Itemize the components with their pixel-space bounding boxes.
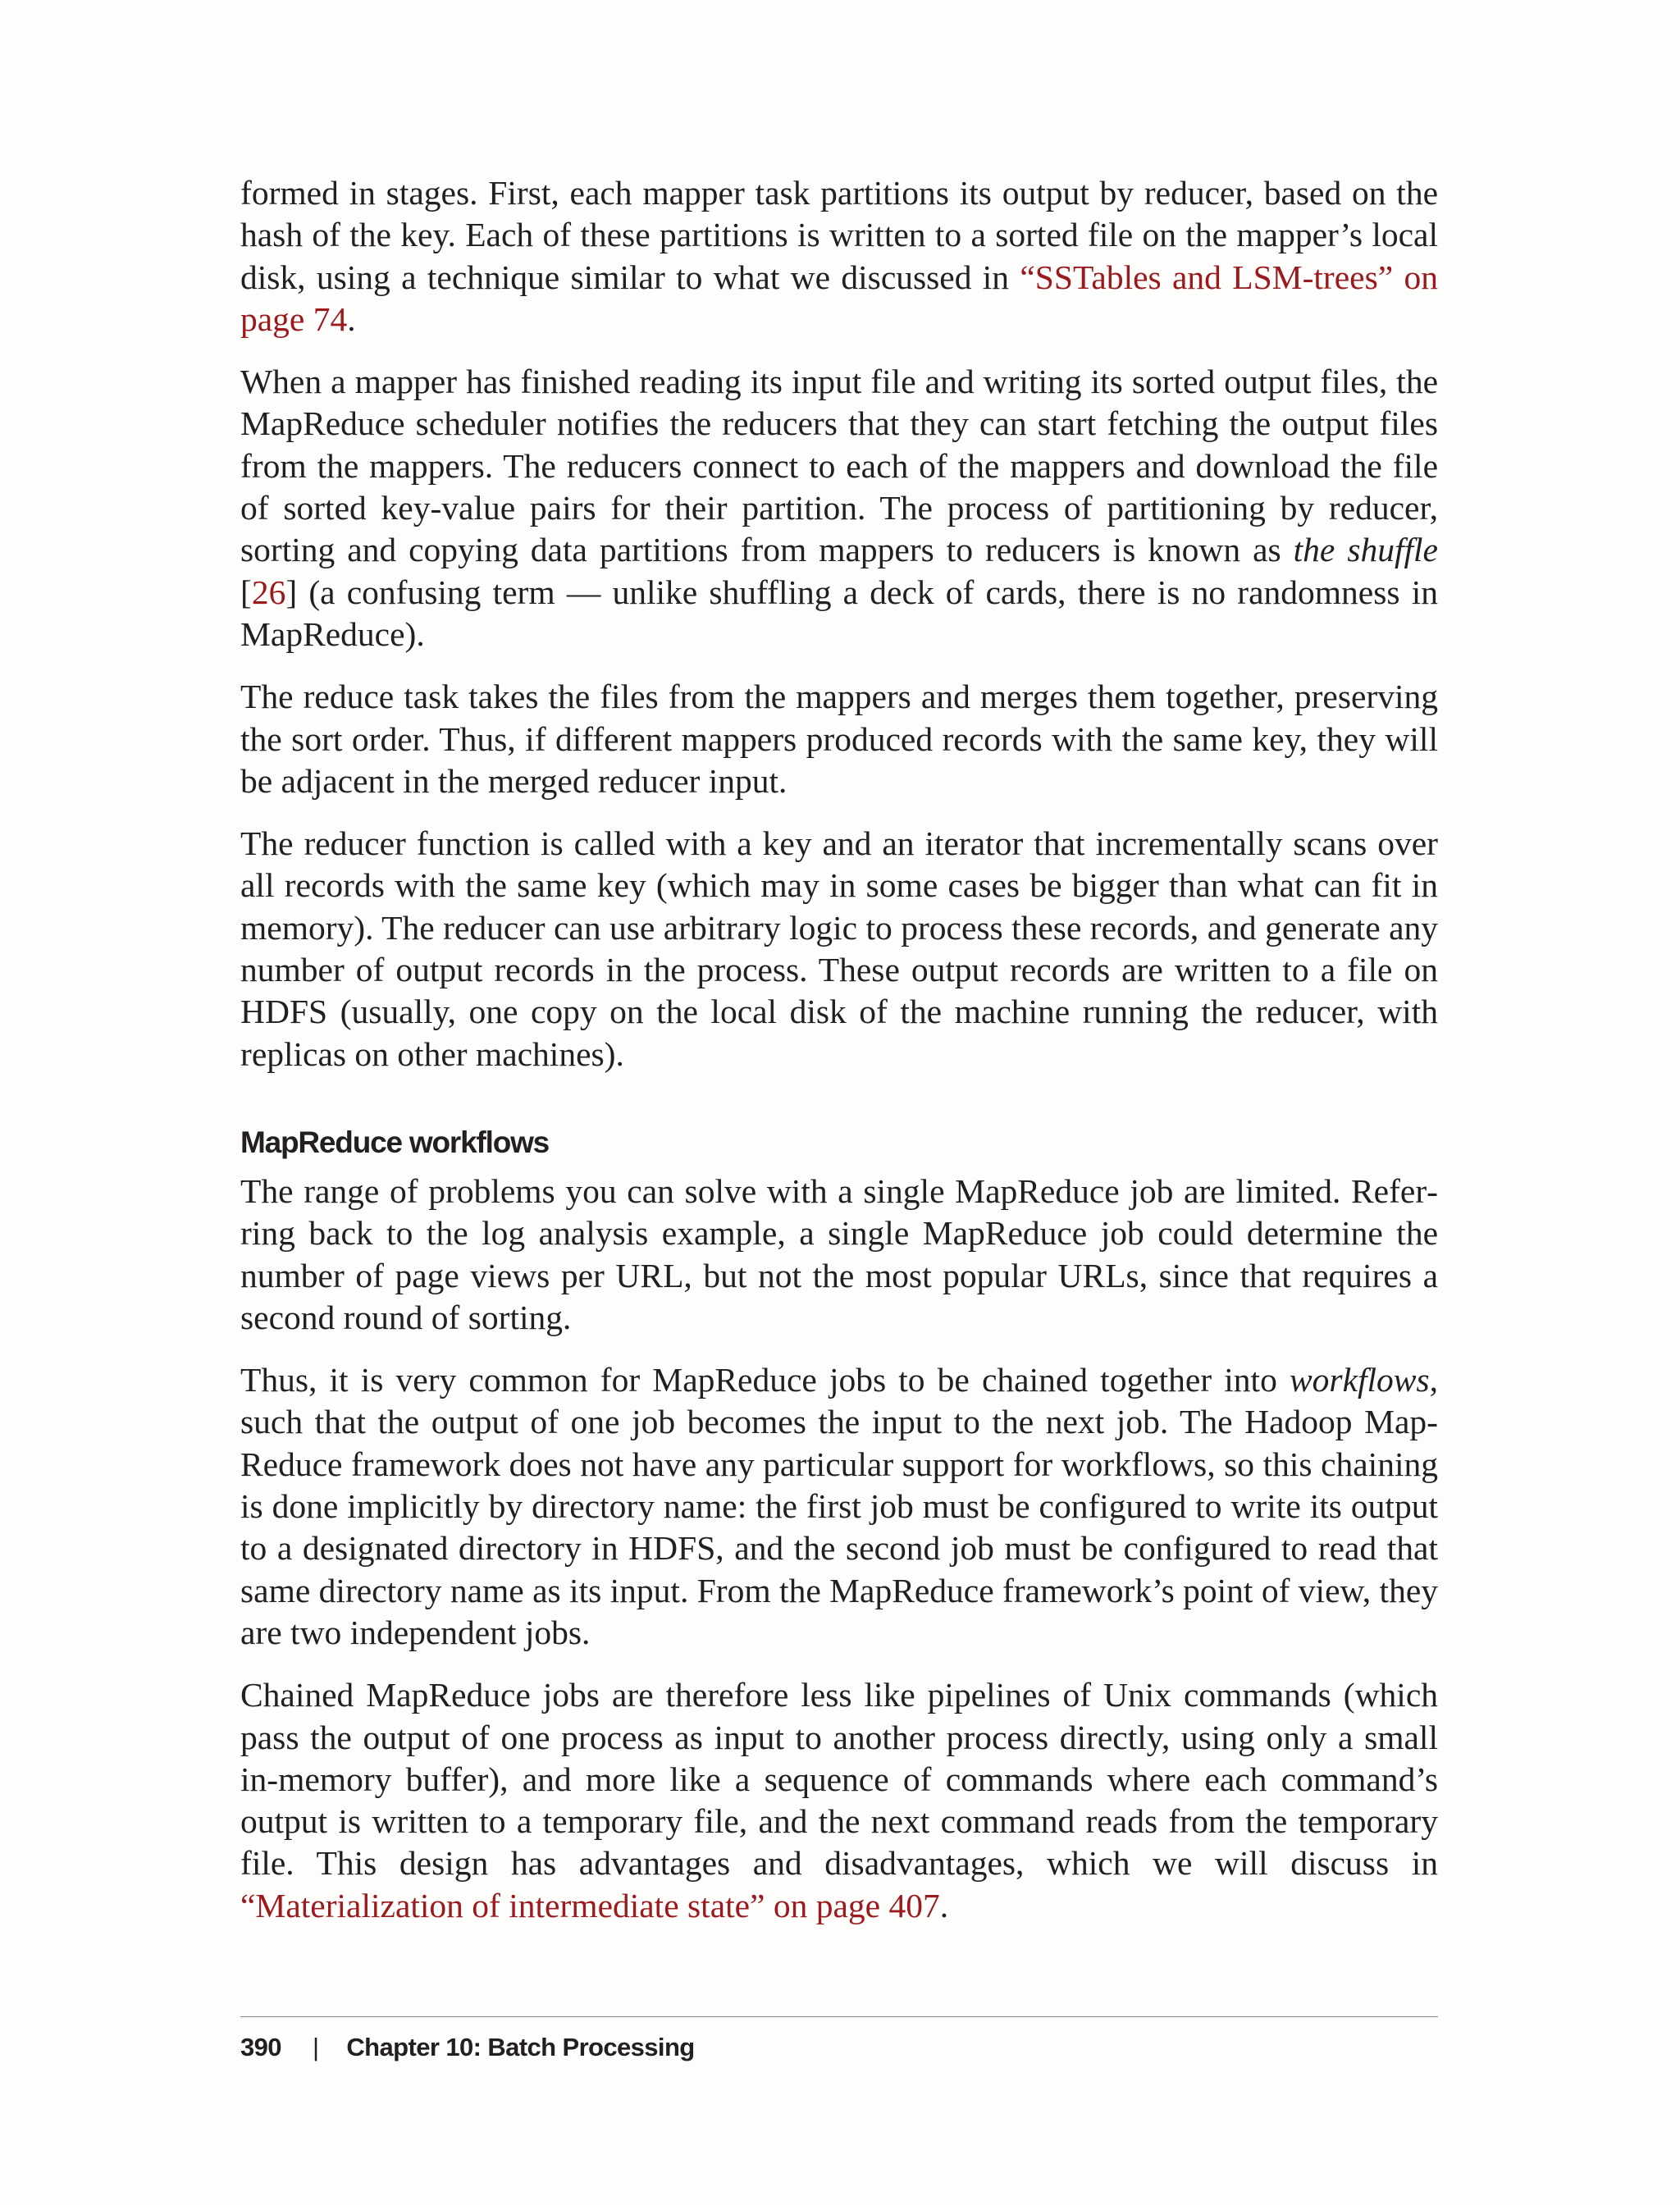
- paragraph-text: When a mapper has finished reading its input file and writing its sorted output files, the MapReduce scheduler notifies the reducers that they can start fetching the output files from the mappers. The reducers connect to each of the mappers and download the file of sorted key-value pairs for their partition. The process of partitioning by reducer, sorting and copying data partitions from mappers to reducers is known as: [240, 363, 1438, 569]
- workflows-term: workflows: [1289, 1361, 1430, 1399]
- paragraph-text: formed in stages. First, each mapper task partitions its output by reducer, based on the hash of the key. Each of these partitions is written to a sorted file on the mapper’s local disk, using a technique similar to what we discussed in: [240, 174, 1438, 296]
- paragraph-end: .: [347, 299, 356, 338]
- paragraph-shuffle-definition: [240, 361, 1438, 655]
- paragraph-reduce-task: The reduce task takes the files from the mappers and merges them together, preserving the sort order. Thus, if different mappers produced records with the same key, they will be adjacent in the merged reducer input.: [240, 678, 1438, 800]
- materialization-cross-reference-link[interactable]: “Materialization of intermediate state” on page 407: [240, 1886, 940, 1924]
- section-heading-mapreduce-workflows: MapReduce workflows: [240, 1125, 550, 1159]
- shuffle-term: the shuffle: [1293, 531, 1438, 569]
- sstables-cross-reference-link[interactable]: “SSTables and LSM-trees” on page 74: [240, 258, 1438, 338]
- page-number: 390: [240, 2033, 281, 2061]
- paragraph-reducer-function: The reducer function is called with a key and an iterator that incrementally scans over all records with the same key (which may in some cases be bigger than what can fit in memory). The reducer can use arbitrary logic to process these records, and generate any number of output records in the process. These output records are written to a file on HDFS (usually, one copy on the local disk of the machine running the reducer, with replicas on other machines).: [240, 824, 1438, 1073]
- paragraph-text: , such that the output of one job becomes the input to the next job. The Hadoop MapReduce framework does not have any particular support for workflows, so this chaining is done implicitly by directory name: the first job must be configured to write its output to a designated directory in HDFS, and the second job must be configured to read that same directory name as its input. From the MapReduce framework’s point of view, they are two independent jobs.: [240, 1361, 1438, 1651]
- citation-link-26[interactable]: 26: [251, 573, 286, 611]
- footer-divider: [240, 2016, 1438, 2017]
- page-footer: [240, 2031, 695, 2064]
- paragraph-text: Thus, it is very common for MapReduce jobs to be chained together into: [240, 1361, 1290, 1399]
- citation-open: [: [240, 573, 252, 611]
- citation-close: ]: [285, 573, 298, 611]
- chapter-title: Chapter 10: Batch Processing: [346, 2033, 695, 2061]
- paragraph-chained-workflows: [240, 1359, 1438, 1654]
- paragraph-shuffle-stages: [240, 172, 1438, 340]
- footer-separator: |: [312, 2033, 319, 2061]
- paragraph-end: .: [939, 1886, 949, 1924]
- paragraph-chained-jobs-comparison: [240, 1674, 1438, 1927]
- paragraph-text: Chained MapReduce jobs are therefore less like pipelines of Unix commands (which pass the output of one process as input to another process directly, using only a small in-memory buffer), and more like a sequence of commands where each command’s output is written to a temporary file, and the next command reads from the temporary file. This design has advantages and disadvantages, which we will discuss in: [240, 1676, 1438, 1883]
- paragraph-text: (a confusing term — unlike shuffling a deck of cards, there is no randomness in MapReduce).: [240, 573, 1438, 653]
- page-body: [240, 172, 1438, 1947]
- paragraph-problem-range: The range of problems you can solve with a single MapReduce job are limited. Referring back to the log analysis example, a single MapReduce job could determine the number of page views per URL, but not the most popular URLs, since that requires a second round of sorting.: [240, 1171, 1438, 1336]
